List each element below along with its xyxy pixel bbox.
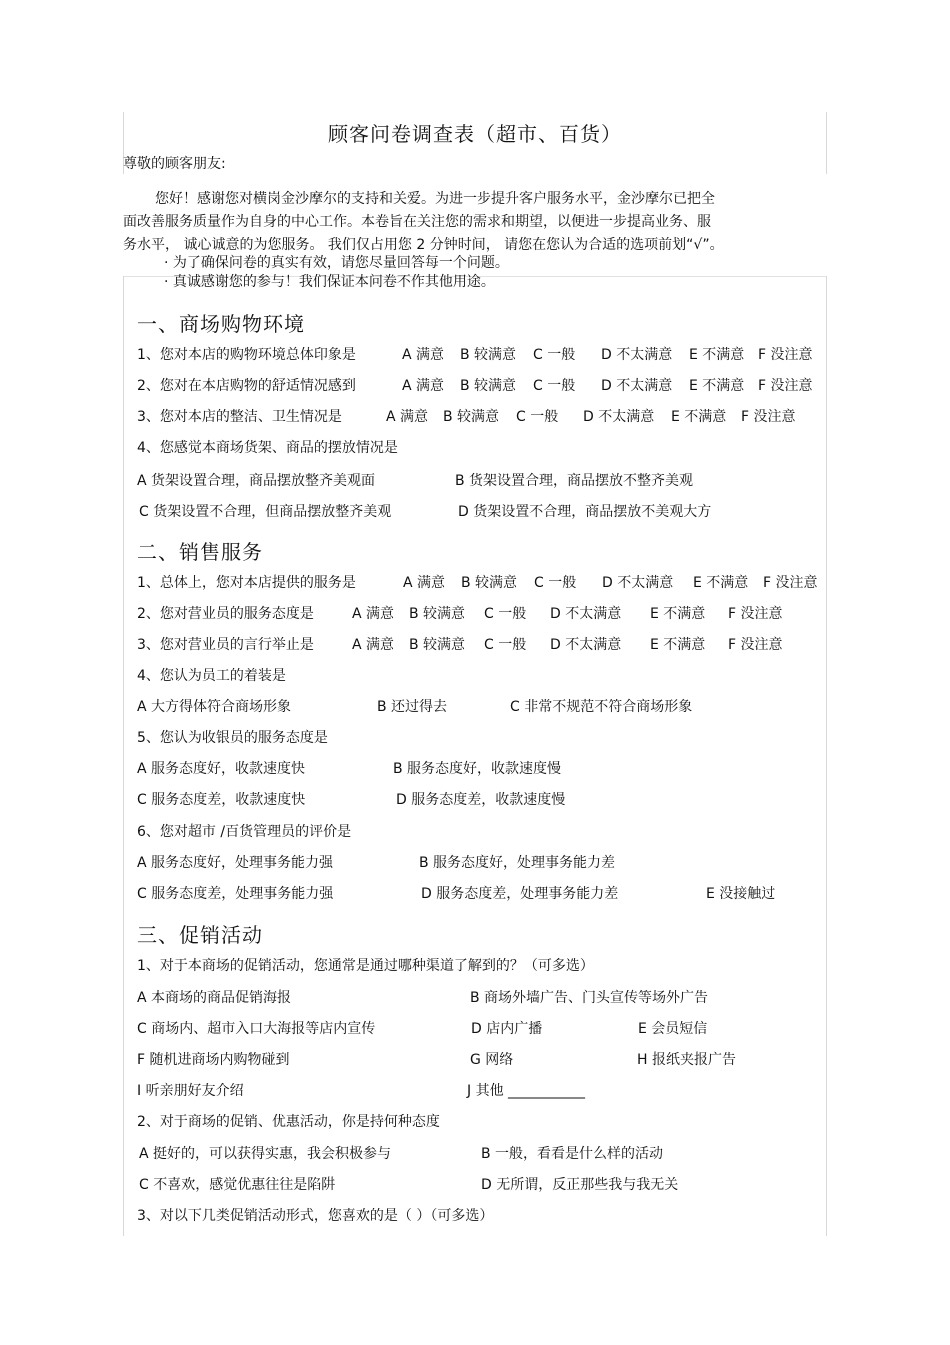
s2-q3-opt-d: D 不太满意: [550, 637, 622, 653]
intro-line-3: 务水平， 诚心诚意的为您服务。 我们仅占用您 2 分钟时间， 请您在您认为合适的选项前划“√”。: [123, 237, 724, 253]
s1-q1-opt-e: E 不满意: [689, 347, 745, 363]
s3-q1-opt-e: E 会员短信: [638, 1021, 708, 1037]
s1-q3-opt-e: E 不满意: [671, 409, 727, 425]
s2-q6-opt-c: C 服务态度差，处理事务能力强: [137, 886, 334, 902]
s1-q4-opt-b: B 货架设置合理，商品摆放不整齐美观: [455, 473, 694, 489]
s2-q4-opt-b: B 还过得去: [377, 699, 448, 715]
s2-q1-opt-c: C 一般: [534, 575, 577, 591]
s2-q2-opt-a: A 满意: [352, 606, 395, 622]
s3-q2-opt-a: A 挺好的，可以获得实惠，我会积极参与: [139, 1146, 392, 1162]
s1-q2-opt-d: D 不太满意: [601, 378, 673, 394]
s3-q2-opt-d: D 无所谓，反正那些我与我无关: [481, 1177, 679, 1193]
section-2-heading: 二、销售服务: [137, 540, 263, 564]
s3-q1-opt-g: G 网络: [470, 1052, 514, 1068]
s2-q5: 5、您认为收银员的服务态度是: [137, 730, 328, 746]
s2-q1-opt-b: B 较满意: [461, 575, 518, 591]
intro-line-2: 面改善服务质量作为自身的中心工作。本卷旨在关注您的需求和期望，以便进一步提高业务、服: [123, 214, 711, 230]
s2-q6: 6、您对超市 /百货管理员的评价是: [137, 824, 352, 840]
s2-q4-opt-a: A 大方得体符合商场形象: [137, 699, 292, 715]
s1-q4: 4、您感觉本商场货架、商品的摆放情况是: [137, 440, 398, 456]
s2-q5-opt-b: B 服务态度好，收款速度慢: [393, 761, 562, 777]
s1-q3-opt-d: D 不太满意: [583, 409, 655, 425]
right-border-main: [826, 276, 827, 1236]
s2-q1-opt-d: D 不太满意: [602, 575, 674, 591]
s2-q3: 3、您对营业员的言行举止是: [137, 637, 314, 653]
s2-q2-opt-f: F 没注意: [728, 606, 783, 622]
s2-q6-opt-b: B 服务态度好，处理事务能力差: [419, 855, 616, 871]
s2-q2-opt-b: B 较满意: [409, 606, 466, 622]
s3-q3: 3、对以下几类促销活动形式，您喜欢的是（ ）（可多选）: [137, 1208, 494, 1224]
s3-q1-opt-b: B 商场外墙广告、门头宣传等场外广告: [470, 990, 709, 1006]
s3-q1-opt-j: J 其他 ___________: [467, 1083, 586, 1099]
s2-q3-opt-a: A 满意: [352, 637, 395, 653]
section-1-heading: 一、商场购物环境: [137, 312, 305, 336]
intro-line-1: 您好！感谢您对横岗金沙摩尔的支持和关爱。为进一步提升客户服务水平，金沙摩尔已把全: [155, 191, 715, 207]
s1-q4-opt-d: D 货架设置不合理，商品摆放不美观大方: [458, 504, 712, 520]
s3-q1-opt-h: H 报纸夹报广告: [637, 1052, 736, 1068]
greeting: 尊敬的顾客朋友:: [123, 156, 226, 172]
s2-q6-opt-a: A 服务态度好，处理事务能力强: [137, 855, 334, 871]
s1-q3-opt-a: A 满意: [386, 409, 429, 425]
s1-q1-opt-a: A 满意: [402, 347, 445, 363]
s2-q2: 2、您对营业员的服务态度是: [137, 606, 314, 622]
s2-q1-opt-e: E 不满意: [693, 575, 749, 591]
s2-q1: 1、总体上，您对本店提供的服务是: [137, 575, 356, 591]
s3-q2-opt-b: B 一般，看看是什么样的活动: [481, 1146, 664, 1162]
left-border-main: [123, 276, 124, 1236]
s2-q6-opt-e: E 没接触过: [706, 886, 776, 902]
s2-q3-opt-e: E 不满意: [650, 637, 706, 653]
page-title: 顾客问卷调查表（超市、百货）: [328, 122, 622, 146]
s3-q1-opt-c: C 商场内、超市入口大海报等店内宣传: [137, 1021, 376, 1037]
s2-q1-opt-f: F 没注意: [763, 575, 818, 591]
s1-q1-opt-b: B 较满意: [460, 347, 517, 363]
s2-q5-opt-d: D 服务态度差，收款速度慢: [396, 792, 566, 808]
s3-q1-opt-a: A 本商场的商品促销海报: [137, 990, 292, 1006]
s1-q4-opt-a: A 货架设置合理，商品摆放整齐美观面: [137, 473, 376, 489]
s3-q1-opt-f: F 随机进商场内购物碰到: [137, 1052, 290, 1068]
note-2: · 真诚感谢您的参与！我们保证本问卷不作其他用途。: [164, 274, 495, 290]
s2-q3-opt-b: B 较满意: [409, 637, 466, 653]
s2-q2-opt-c: C 一般: [484, 606, 527, 622]
s3-q1-opt-d: D 店内广播: [471, 1021, 543, 1037]
s1-q2-opt-c: C 一般: [533, 378, 576, 394]
s2-q2-opt-d: D 不太满意: [550, 606, 622, 622]
s2-q4: 4、您认为员工的着装是: [137, 668, 286, 684]
s2-q4-opt-c: C 非常不规范不符合商场形象: [510, 699, 693, 715]
s1-q2-opt-e: E 不满意: [689, 378, 745, 394]
s2-q3-opt-c: C 一般: [484, 637, 527, 653]
s2-q6-opt-d: D 服务态度差，处理事务能力差: [421, 886, 619, 902]
s1-q3-opt-f: F 没注意: [741, 409, 796, 425]
s2-q5-opt-c: C 服务态度差，收款速度快: [137, 792, 306, 808]
s1-q1-opt-f: F 没注意: [758, 347, 813, 363]
s3-q2-opt-c: C 不喜欢，感觉优惠往往是陷阱: [139, 1177, 336, 1193]
s1-q3: 3、您对本店的整洁、卫生情况是: [137, 409, 342, 425]
s1-q3-opt-b: B 较满意: [443, 409, 500, 425]
s1-q1-opt-d: D 不太满意: [601, 347, 673, 363]
s1-q3-opt-c: C 一般: [516, 409, 559, 425]
s2-q3-opt-f: F 没注意: [728, 637, 783, 653]
s2-q1-opt-a: A 满意: [403, 575, 446, 591]
s3-q1: 1、对于本商场的促销活动，您通常是通过哪种渠道了解到的？（可多选）: [137, 958, 594, 974]
s1-q2-opt-f: F 没注意: [758, 378, 813, 394]
s3-q1-opt-i: I 听亲朋好友介绍: [137, 1083, 244, 1099]
s1-q2-opt-a: A 满意: [402, 378, 445, 394]
section-3-heading: 三、促销活动: [137, 923, 263, 947]
s2-q2-opt-e: E 不满意: [650, 606, 706, 622]
s1-q1: 1、您对本店的购物环境总体印象是: [137, 347, 356, 363]
s1-q1-opt-c: C 一般: [533, 347, 576, 363]
s1-q2-opt-b: B 较满意: [460, 378, 517, 394]
s2-q5-opt-a: A 服务态度好，收款速度快: [137, 761, 306, 777]
s3-q2: 2、对于商场的促销、优惠活动，你是持何种态度: [137, 1114, 440, 1130]
s1-q2: 2、您对在本店购物的舒适情况感到: [137, 378, 356, 394]
s1-q4-opt-c: C 货架设置不合理，但商品摆放整齐美观: [139, 504, 392, 520]
note-1: · 为了确保问卷的真实有效，请您尽量回答每一个问题。: [164, 255, 509, 271]
